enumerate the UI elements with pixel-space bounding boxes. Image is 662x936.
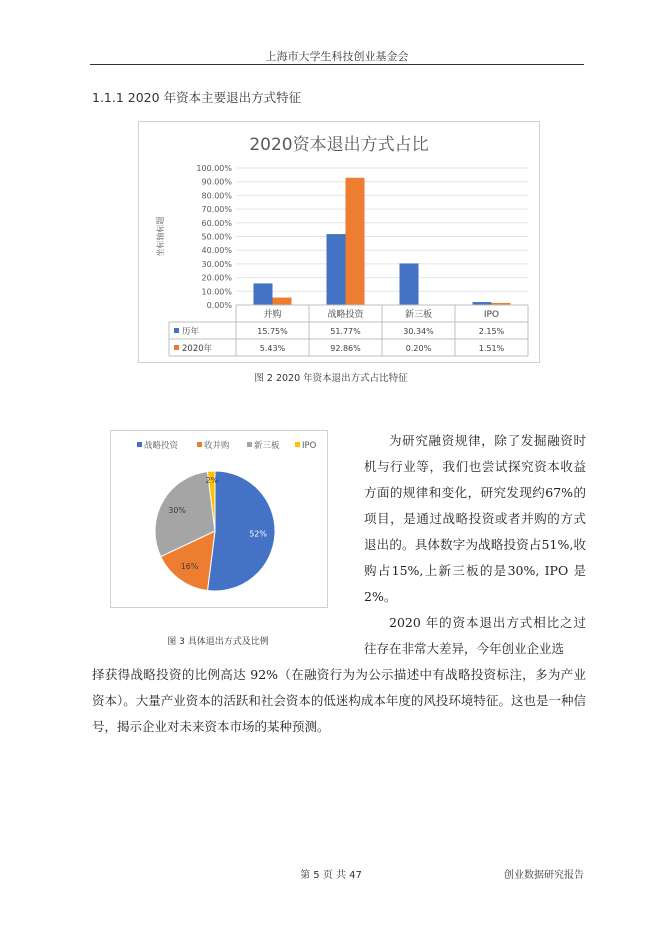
section-heading: 1.1.1 2020 年资本主要退出方式特征 <box>92 90 302 105</box>
data-label: 0.20% <box>405 344 432 353</box>
exit-ratio-bar-chart <box>138 121 540 363</box>
paragraph-strategic-investment: 择获得战略投资的比例高达 92%（在融资行为为公示描述中有战略投资标注，多为产业资本）。大量产业资本的活跃和社会资本的低迷构成本年度的风投环境特征。这也是一种信号，揭示企业对未来资本市场的某种预测。 <box>92 667 586 734</box>
paragraph-research-findings: 为研究融资规律，除了发掘融资时机与行业等，我们也尝试探究资本收益方面的规律和变化，研究发现约67%的项目，是通过战略投资或者并购的方式退出的。具体数字为战略投资占51%,收购占15%,上新三板的是30%, IPO 是 2%。 <box>364 433 586 604</box>
y-tick-label: 10.00% <box>201 287 232 297</box>
paragraph-2020-difference: 2020 年的资本退出方式相比之过往存在非常大差异，今年创业企业选 <box>364 615 586 656</box>
slice-label: 30% <box>168 506 187 516</box>
y-tick-label: 30.00% <box>201 259 232 269</box>
y-tick-label: 70.00% <box>201 205 232 215</box>
legend-swatch <box>197 442 202 447</box>
data-label: 30.34% <box>403 327 434 336</box>
data-label: 1.51% <box>478 344 505 353</box>
legend-label: IPO <box>302 441 317 451</box>
legend-label: 收并购 <box>204 441 230 451</box>
category-label: 战略投资 <box>327 310 364 320</box>
footer-page-number: 第 5 页 共 47 <box>300 870 362 881</box>
y-tick-label: 60.00% <box>201 218 232 228</box>
exit-method-pie-chart <box>110 430 328 608</box>
bar-chart-svg <box>139 122 539 362</box>
figure-3-caption: 图 3 具体退出方式及比例 <box>167 637 269 647</box>
bar-historical <box>327 234 346 305</box>
y-tick-label: 0.00% <box>206 301 232 310</box>
y-tick-label: 100.00% <box>196 164 232 173</box>
y-axis-title: 坐标轴标题 <box>156 216 165 257</box>
legend-swatch <box>137 442 142 447</box>
bar-historical <box>254 283 273 305</box>
bar-year-2020 <box>273 298 292 305</box>
y-tick-label: 40.00% <box>201 246 232 256</box>
category-label: 新三板 <box>404 310 433 320</box>
data-label: 15.75% <box>257 327 288 336</box>
figure-2-caption: 图 2 2020 年资本退出方式占比特征 <box>254 373 408 384</box>
bar-year-2020 <box>346 178 365 305</box>
data-label: 5.43% <box>259 344 286 353</box>
slice-label: 52% <box>249 529 268 539</box>
bar-historical <box>400 263 419 305</box>
y-tick-label: 20.00% <box>201 273 232 283</box>
legend-label: 新三板 <box>254 441 280 451</box>
category-label: 并购 <box>263 310 282 320</box>
data-label: 92.86% <box>330 344 361 353</box>
legend-label: 战略投资 <box>144 441 179 451</box>
category-label: IPO <box>483 310 500 320</box>
y-tick-label: 50.00% <box>201 232 232 242</box>
legend-swatch <box>174 328 179 333</box>
pie-chart-svg <box>111 431 327 607</box>
legend-label: 2020年 <box>182 344 213 354</box>
legend-swatch <box>174 345 179 350</box>
data-label: 2.15% <box>478 327 505 336</box>
y-tick-label: 80.00% <box>201 191 232 201</box>
legend-swatch <box>247 442 252 447</box>
legend-swatch <box>295 442 300 447</box>
footer-report-name: 创业数据研究报告 <box>504 870 584 881</box>
legend-label: 历年 <box>182 327 200 337</box>
slice-label: 2% <box>205 476 219 486</box>
header-rule <box>90 64 584 65</box>
chart-title: 2020资本退出方式占比 <box>249 135 429 155</box>
data-label: 51.77% <box>330 327 361 336</box>
y-tick-label: 90.00% <box>201 177 232 187</box>
slice-label: 16% <box>180 561 199 571</box>
header-title: 上海市大学生科技创业基金会 <box>265 50 409 63</box>
